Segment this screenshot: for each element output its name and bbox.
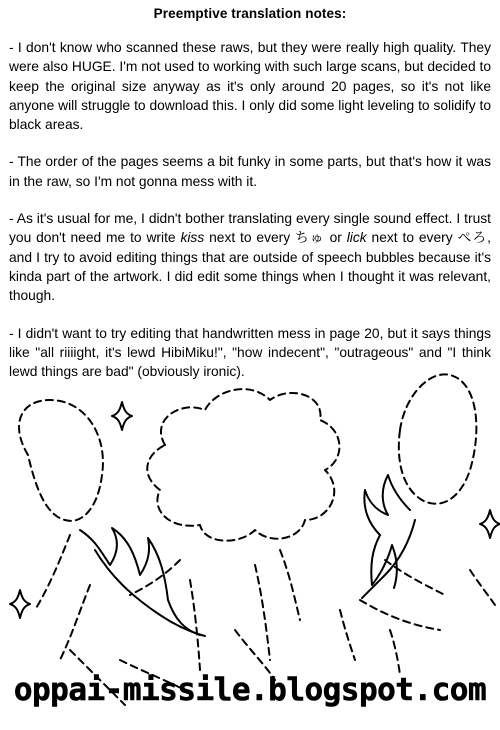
left-mic-handle — [35, 535, 70, 610]
right-flame-stroke — [364, 475, 410, 588]
note-text: - The order of the pages seems a bit funky in some parts, but that's how it was in the raw, so I'm not gonna mess with it. — [9, 154, 491, 189]
note-paragraph — [9, 38, 491, 134]
note-text: next to every ぺろ, and I try to avoid editing things that are outside of speech bubbles because it's kinda part of the artwork. I did edit some things when I thought it was relevant, though. — [9, 230, 491, 304]
note-text: next to every ちゅ or — [204, 230, 347, 246]
site-url-watermark: oppai-missile.blogspot.com — [13, 672, 487, 708]
note-text: - I don't know who scanned these raws, but they were really high quality. They were also HUGE. I'm not used to working with such large scans, but decided to keep the original size anyway as it's only around 20 pages, so it's not like anyone will struggle to download this. I only did some light leveling to solidify to black areas. — [9, 40, 491, 133]
right-mic-outline — [399, 374, 477, 503]
left-mic-outline — [19, 400, 103, 521]
notes-body — [9, 38, 491, 381]
left-flame-stroke — [80, 528, 200, 635]
notes-title: Preemptive translation notes: — [153, 6, 347, 21]
note-paragraph — [9, 209, 491, 305]
note-text: - As it's usual for me, I didn't bother translating every single sound effect. I trust you don't need me to write — [9, 211, 491, 246]
sparkle-icon — [112, 402, 132, 430]
note-italic-text: lick — [346, 230, 367, 246]
note-text: - I didn't want to try editing that handwritten mess in page 20, but it says things like "all riiiight, it's lewd HibiMiku!", "how indecent", "outrageous" and "I think lewd things are bad" (obviously ironic). — [9, 325, 491, 380]
sparkle-icon — [10, 590, 30, 618]
sparkle-icon — [480, 510, 500, 538]
character-body-outline — [190, 580, 200, 670]
note-paragraph — [9, 152, 491, 191]
character-head-outline — [147, 389, 339, 541]
note-italic-text: kiss — [180, 230, 205, 246]
notes-section — [9, 6, 491, 399]
